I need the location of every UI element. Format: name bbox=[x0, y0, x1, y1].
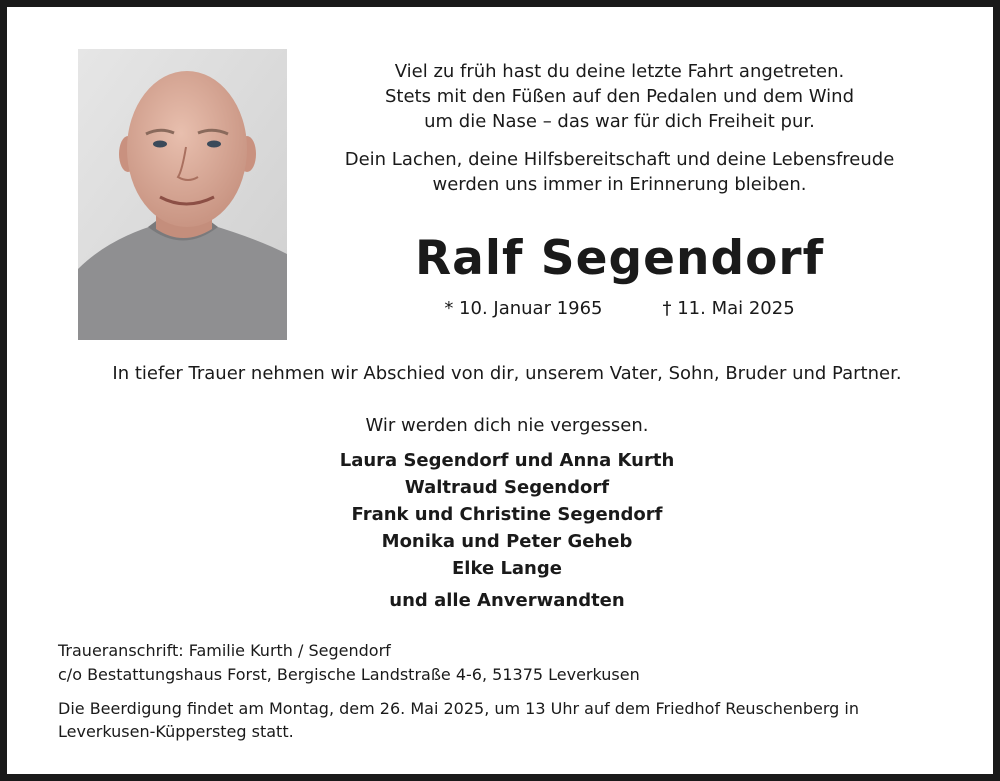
farewell-text: In tiefer Trauer nehmen wir Abschied von dir, unserem Vater, Sohn, Bruder und Partner. bbox=[112, 363, 902, 384]
poem-line: werden uns immer in Erinnerung bleiben. bbox=[432, 174, 807, 195]
mourner-name: Elke Lange bbox=[452, 558, 562, 579]
relatives-text: und alle Anverwandten bbox=[389, 590, 625, 611]
mourner-name: Waltraud Segendorf bbox=[404, 477, 610, 498]
death-date: † 11. Mai 2025 bbox=[662, 298, 795, 319]
mourner-name: Laura Segendorf und Anna Kurth bbox=[339, 450, 675, 471]
mourner-name: Frank und Christine Segendorf bbox=[351, 504, 663, 525]
poem-line: Stets mit den Füßen auf den Pedalen und dem Wind bbox=[384, 86, 854, 107]
funeral-notice bbox=[58, 697, 968, 743]
poem-verse-2 bbox=[307, 147, 932, 197]
life-dates bbox=[307, 296, 932, 322]
funeral-line: Leverkusen-Küppersteg statt. bbox=[58, 722, 294, 741]
poem-line: Viel zu früh hast du deine letzte Fahrt angetreten. bbox=[394, 61, 845, 82]
funeral-line: Die Beerdigung findet am Montag, dem 26. Mai 2025, um 13 Uhr auf dem Friedhof Reuschenberg in bbox=[58, 699, 859, 718]
address-line: Traueranschrift: Familie Kurth / Segendorf bbox=[58, 641, 391, 660]
mourning-address bbox=[58, 639, 958, 687]
mourners-list bbox=[37, 447, 977, 582]
poem-line: um die Nase – das war für dich Freiheit pur. bbox=[424, 111, 815, 132]
birth-date: * 10. Januar 1965 bbox=[444, 298, 603, 319]
poem-line: Dein Lachen, deine Hilfsbereitschaft und deine Lebensfreude bbox=[344, 149, 895, 170]
poem-verse-1 bbox=[307, 59, 932, 134]
portrait-photo bbox=[78, 49, 287, 340]
address-line: c/o Bestattungshaus Forst, Bergische Landstraße 4-6, 51375 Leverkusen bbox=[58, 665, 640, 684]
deceased-name: Ralf Segendorf bbox=[414, 231, 825, 286]
mourner-name: Monika und Peter Geheb bbox=[381, 531, 633, 552]
never-forget-text: Wir werden dich nie vergessen. bbox=[365, 415, 649, 436]
